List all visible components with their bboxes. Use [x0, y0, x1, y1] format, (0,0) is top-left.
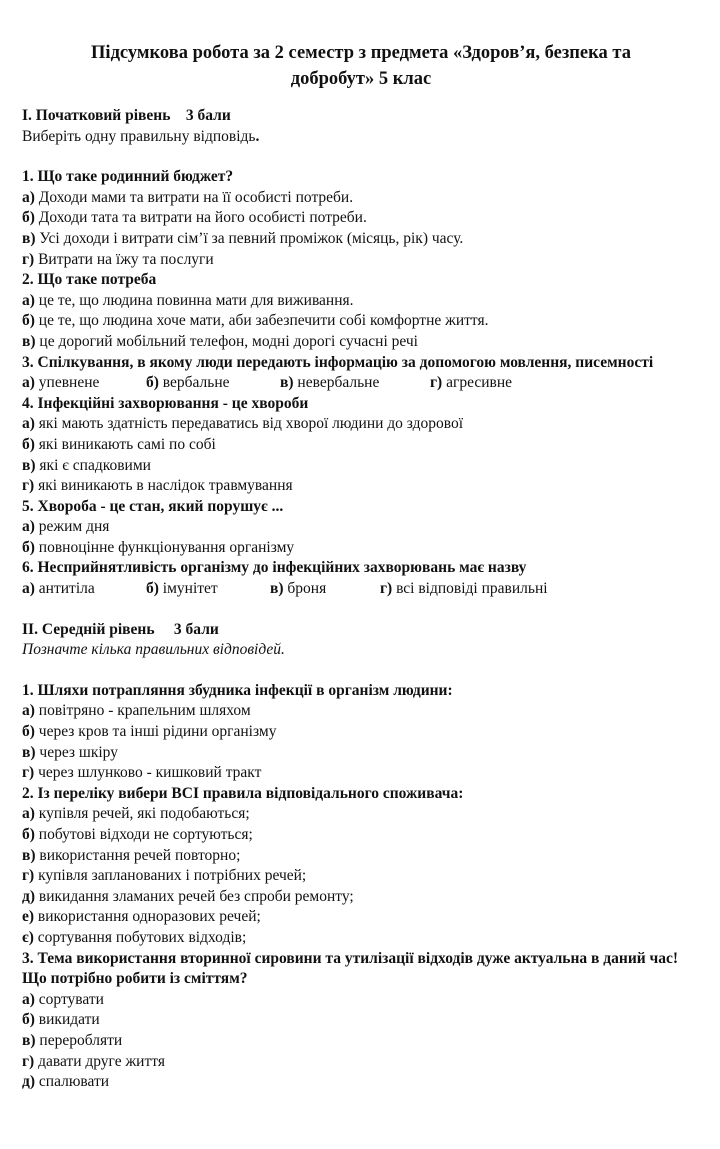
answer-option: [22, 538, 700, 559]
option-letter: а): [22, 580, 35, 598]
option-letter: г): [22, 764, 35, 782]
option-text: купівля запланованих і потрібних речей;: [34, 867, 307, 885]
option-text: які мають здатність передаватись від хворої людини до здорової: [34, 415, 464, 433]
option-text: побутові відходи не сортуються;: [34, 826, 253, 843]
option-text: сортування побутових відходів;: [33, 928, 247, 946]
option-text: режим дня: [34, 518, 110, 536]
option-text: це те, що людина хоче мати, аби забезпечити собі комфортне життя.: [34, 312, 489, 330]
question-text: 1. Шляхи потрапляння збудника інфекції в організм людини:: [22, 681, 453, 699]
option-letter: г): [380, 580, 393, 598]
question-text: 6. Несприйнятливість організму до інфекційних захворювань має назву: [22, 559, 527, 577]
option-text: викидати: [34, 1011, 100, 1029]
answer-option: [22, 414, 700, 435]
option-text: Доходи мами та витрати на її особисті потреби.: [34, 188, 354, 206]
option-text: повітряно - крапельним шляхом: [34, 702, 251, 720]
section-1-instruction: [22, 127, 700, 148]
option-text: вербальне: [158, 374, 230, 392]
option-text: це те, що людина повинна мати для виживання.: [34, 291, 354, 309]
option-letter: б): [146, 580, 159, 598]
option-letter: а): [22, 374, 35, 392]
question-block: [22, 270, 700, 352]
option-letter: а): [22, 805, 35, 823]
answer-option: [22, 866, 700, 887]
option-letter: г): [22, 867, 35, 885]
answer-option: [22, 825, 700, 846]
question-block: [22, 167, 700, 270]
answer-option: [22, 722, 700, 743]
option-text: це дорогий мобільний телефон, модні дорогі сучасні речі: [35, 332, 418, 350]
option-letter: д): [22, 1073, 36, 1091]
option-letter: а): [22, 702, 35, 720]
answer-option: [22, 846, 700, 867]
question-block: [22, 949, 700, 1093]
option-text: купівля речей, які подобаються;: [34, 805, 250, 823]
option-letter: в): [22, 1031, 36, 1049]
title-line-1: Підсумкова робота за 2 семестр з предмета «Здоров’я, безпека та: [91, 43, 631, 63]
answer-option: [22, 990, 700, 1011]
answer-option: [22, 763, 700, 784]
answer-option: [22, 1031, 700, 1052]
option-letter: в): [270, 580, 284, 598]
inline-options: [22, 373, 700, 394]
page-title: [22, 40, 700, 92]
option-text: через шкіру: [35, 743, 118, 761]
option-letter: в): [22, 332, 36, 350]
option-text: невербальне: [293, 374, 380, 392]
answer-option: [22, 373, 146, 394]
answer-option: [22, 188, 700, 209]
option-text: давати друге життя: [34, 1052, 165, 1070]
option-letter: а): [22, 518, 35, 536]
option-letter: б): [22, 826, 35, 843]
option-text: через кров та інші рідини організму: [34, 723, 277, 741]
answer-option: [22, 579, 146, 600]
section-1-instruction-dot: .: [255, 127, 260, 145]
answer-option: [380, 579, 548, 600]
answer-option: [22, 456, 700, 477]
option-text: броня: [283, 580, 327, 598]
option-letter: б): [22, 435, 35, 453]
option-text: сортувати: [34, 990, 104, 1008]
question-text: 2. Із переліку вибери ВСІ правила відповідального споживача:: [22, 784, 464, 802]
answer-option: [22, 517, 700, 538]
answer-option: [146, 373, 280, 394]
option-letter: в): [22, 456, 36, 474]
option-letter: а): [22, 291, 35, 309]
option-letter: є): [22, 928, 34, 946]
option-letter: г): [22, 1052, 35, 1070]
section-1-instruction-text: Виберіть одну правильну відповідь: [22, 127, 256, 145]
question-block: [22, 681, 700, 784]
spacer: [22, 661, 700, 681]
question-block: [22, 497, 700, 559]
answer-option: [22, 928, 700, 949]
option-letter: в): [22, 846, 36, 864]
answer-option: [270, 579, 380, 600]
answer-option: [22, 332, 700, 353]
option-text: які виникають самі по собі: [34, 435, 216, 453]
option-text: упевнене: [34, 374, 100, 392]
section-2-heading: II. Середній рівень 3 бали: [22, 620, 219, 638]
question-text: 4. Інфекційні захворювання - це хвороби: [22, 394, 309, 412]
answer-option: [22, 208, 700, 229]
option-text: спалювати: [35, 1073, 110, 1091]
option-text: всі відповіді правильні: [392, 580, 548, 598]
option-text: які є спадковими: [35, 456, 151, 474]
question-block: [22, 394, 700, 497]
option-letter: б): [22, 209, 35, 227]
answer-option: [22, 1072, 700, 1093]
question-text: 3. Спілкування, в якому люди передають інформацію за допомогою мовлення, писемності: [22, 353, 654, 371]
question-text: 2. Що таке потреба: [22, 271, 157, 289]
spacer: [22, 600, 700, 620]
section-2: [22, 620, 700, 1093]
question-block: [22, 353, 700, 394]
section-2-instruction: Позначте кілька правильних відповідей.: [22, 641, 285, 659]
answer-option: [280, 373, 430, 394]
answer-option: [22, 907, 700, 928]
option-text: які виникають в наслідок травмування: [34, 477, 293, 495]
question-block: [22, 558, 700, 599]
answer-option: [146, 579, 270, 600]
option-text: імунітет: [158, 580, 218, 598]
option-letter: е): [22, 908, 35, 926]
answer-option: [22, 229, 700, 250]
question-block: [22, 784, 700, 949]
answer-option: [22, 804, 700, 825]
option-text: Усі доходи і витрати сім’ї за певний проміжок (місяць, рік) часу.: [35, 229, 464, 247]
option-text: Доходи тата та витрати на його особисті потреби.: [34, 209, 367, 227]
option-letter: а): [22, 990, 35, 1008]
option-text: використання одноразових речей;: [34, 908, 261, 926]
option-letter: б): [22, 1011, 35, 1029]
option-letter: б): [146, 374, 159, 392]
option-letter: в): [22, 229, 36, 247]
option-letter: г): [22, 477, 35, 495]
question-text: 3. Тема використання вторинної сировини та утилізації відходів дуже актуальна в даний час! Що потрібно робити із сміттям?: [22, 949, 679, 988]
option-text: використання речей повторно;: [35, 846, 241, 864]
answer-option: [22, 743, 700, 764]
option-letter: б): [22, 312, 35, 330]
question-text: 1. Що таке родинний бюджет?: [22, 168, 234, 186]
title-line-2: добробут» 5 клас: [290, 69, 432, 89]
answer-option: [22, 311, 700, 332]
answer-option: [22, 435, 700, 456]
answer-option: [22, 476, 700, 497]
answer-option: [22, 1010, 700, 1031]
answer-option: [22, 1052, 700, 1073]
option-letter: г): [430, 374, 443, 392]
option-text: через шлунково - кишковий тракт: [34, 764, 262, 782]
option-text: антитіла: [34, 580, 95, 598]
answer-option: [22, 701, 700, 722]
spacer: [22, 147, 700, 167]
option-text: повноцінне функціонування організму: [34, 538, 295, 556]
question-text: 5. Хвороба - це стан, який порушує ...: [22, 497, 284, 515]
inline-options: [22, 579, 700, 600]
option-letter: в): [22, 743, 36, 761]
option-text: Витрати на їжу та послуги: [34, 250, 214, 268]
option-letter: г): [22, 250, 35, 268]
option-letter: д): [22, 887, 36, 905]
answer-option: [22, 887, 700, 908]
option-text: викидання зламаних речей без спроби ремонту;: [35, 887, 354, 905]
option-letter: б): [22, 723, 35, 741]
answer-option: [22, 250, 700, 271]
option-text: переробляти: [35, 1031, 123, 1049]
option-letter: а): [22, 188, 35, 206]
answer-option: [22, 291, 700, 312]
option-text: агресивне: [442, 374, 512, 392]
section-1: [22, 106, 700, 600]
section-1-heading: I. Початковий рівень 3 бали: [22, 107, 231, 124]
option-letter: б): [22, 538, 35, 556]
option-letter: а): [22, 415, 35, 433]
answer-option: [430, 373, 512, 394]
option-letter: в): [280, 374, 294, 392]
